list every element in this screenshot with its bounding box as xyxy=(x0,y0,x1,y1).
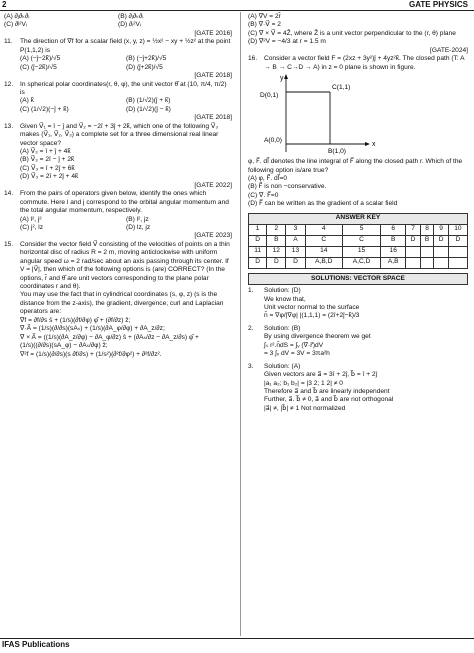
answer-key-table xyxy=(248,213,468,269)
header-rule xyxy=(0,10,474,11)
solution-line: Given vectors are a⃗ = 3î + 2ĵ, b⃗ = î + 2ĵ xyxy=(264,371,378,379)
option-c: (C) j², lz xyxy=(20,223,44,231)
answer-key-cell: D xyxy=(249,235,267,246)
solution-line: = 3 ∫ᵥ dV = 3V = 3πa²h xyxy=(264,350,330,358)
question-16 xyxy=(248,55,468,72)
question-number: 14. xyxy=(4,190,14,198)
q13-option-a: (A) V⃗₃ = î + ĵ + 4k̂ xyxy=(20,148,71,155)
y-axis-arrow xyxy=(284,74,288,79)
solution-number: 1. xyxy=(248,287,254,295)
answer-key-cell: 6 xyxy=(381,224,406,235)
q12-options xyxy=(4,97,232,105)
solution-line: By using divergence theorem we get xyxy=(264,333,371,341)
answer-key-cell: A,B,D xyxy=(305,257,342,268)
page-number: 2 xyxy=(2,0,7,9)
answer-key-cell: 10 xyxy=(448,224,467,235)
q10-options-row2 xyxy=(4,21,232,29)
answer-key-cell: C xyxy=(342,235,380,246)
answer-key-cell: 1 xyxy=(249,224,267,235)
solution-line: We know that, xyxy=(264,295,306,303)
q13-option-d: (D) V⃗₃ = 2î + 2ĵ + 4k̂ xyxy=(20,173,79,181)
q14-options xyxy=(4,216,232,224)
answer-key-cell: 15 xyxy=(342,246,380,257)
answer-key-cell: 3 xyxy=(286,224,305,235)
answer-key-cell: B xyxy=(267,235,286,246)
answer-key-row xyxy=(249,235,468,246)
solution-line: n̂ = ∇φ/|∇φ| |(1,1,1) = (2î+2ĵ−k̂)/3 xyxy=(264,312,360,320)
gradient-formula: ∇⃗f = ∂f/∂s ŝ + (1/s)(∂f/∂φ) φ̂ + (∂f/∂z) ẑ; xyxy=(20,316,131,324)
solution-number: 2. xyxy=(248,324,254,332)
answer-key-cell: 11 xyxy=(249,246,267,257)
option-a: (A) l², j² xyxy=(20,215,42,223)
answer-key-cell: B xyxy=(420,235,434,246)
solution-1 xyxy=(248,287,468,295)
question-number: 15. xyxy=(4,240,14,248)
option-d: (D) (ĵ+2k̂)/√5 xyxy=(126,63,163,71)
option-d: (D) ∂ᵢ²Vᵢ xyxy=(118,21,141,29)
option-a: (A) (−ĵ−2k̂)/√5 xyxy=(20,55,61,63)
x-axis-arrow xyxy=(365,142,370,146)
header-title: GATE PHYSICS xyxy=(409,0,468,9)
question-number: 12. xyxy=(4,80,14,88)
answer-key-cell: C xyxy=(305,235,342,246)
q15-option-c: (C) ∇⃗ × V⃗ = 4Ẑ, where Ẑ is a unit vector perpendicular to the (r, θ) plane xyxy=(248,29,456,37)
footer-rule xyxy=(0,638,474,639)
question-13 xyxy=(4,123,232,148)
option-c: (C) (1/√2)(−ĵ + k̂) xyxy=(20,105,69,113)
q10-options xyxy=(4,13,232,21)
answer-key-cell: 16 xyxy=(381,246,406,257)
question-12 xyxy=(4,81,232,98)
question-number: 11. xyxy=(4,38,13,46)
closed-path-figure xyxy=(248,72,468,158)
question-14 xyxy=(4,190,232,215)
answer-key-cell: 13 xyxy=(286,246,305,257)
q14-options-row2 xyxy=(4,224,232,232)
option-b: (B) (1/√2)(ĵ + k̂) xyxy=(126,97,171,105)
question-text: The direction of ∇⃗f for a scalar field (x, y, z) = ½x² − xy + ½z² at the point P(1,1,2) is xyxy=(20,38,231,54)
question-15 xyxy=(4,241,232,292)
curl-formula-cont: (1/s)((∂/∂s)(sA_φ) − ∂Aₛ/∂φ) ẑ; xyxy=(20,342,108,350)
option-c: (C) (ĵ−2k̂)/√5 xyxy=(20,63,57,71)
answer-key-cell xyxy=(406,246,420,257)
answer-key-cell: D xyxy=(286,257,305,268)
q13-exam-tag: [GATE 2018] xyxy=(194,114,232,122)
q15-option-d: (D) ∇⃗²V = −4/3 at r = 1.5 m xyxy=(248,38,326,46)
closed-path-diagram xyxy=(248,72,448,158)
q12-exam-tag: [GATE 2018] xyxy=(194,72,232,80)
laplacian-formula: ∇²f = (1/s)(∂/∂s)(s ∂f/∂s) + (1/s²)(∂²f/∂φ²) + ∂²f/∂z². xyxy=(20,350,162,358)
answer-key-cell: A xyxy=(286,235,305,246)
answer-key-cell: A,C,D xyxy=(342,257,380,268)
point-c-label: C(1,1) xyxy=(332,84,351,92)
option-b: (B) (−ĵ+2k̂)/√5 xyxy=(126,55,167,63)
solution-title: Solution: (D) xyxy=(264,287,301,295)
answer-key-cell xyxy=(434,246,448,257)
q15-hint-text: You may use the fact that in cylindrical coordinates (s, φ, z) (s is the distance from the z-axis), the gradient, divergence, curl and Laplacian operators are: xyxy=(20,291,224,316)
question-number: 13. xyxy=(4,122,14,130)
answer-key-cell: 12 xyxy=(267,246,286,257)
option-c: (C) ∂ʲ²Vᵢ xyxy=(4,21,27,29)
left-column xyxy=(4,13,232,359)
point-a-label: A(0,0) xyxy=(264,137,282,145)
solution-line: |a⃗| ≠, |b⃗| ≠ 1 Not normalized xyxy=(264,404,346,412)
q11-options xyxy=(4,55,232,63)
question-text: Consider the vector field V⃗ consisting of the velocities of points on a thin horizontal disc of radius R = 2 m, moving anticlockwise with uniform angular speed ω = 2 rad/sec about an axis passing through its center. If V = |V⃗|, then which of the following options is (are) CORRECT? (In the options, r̂ and θ̂ are unit vectors corresponding to the plane polar coordinates r and θ). xyxy=(20,240,230,290)
x-axis-label: x xyxy=(372,141,376,149)
solution-line: Further, a⃗. b⃗ ≠ 0, a⃗ and b⃗ are not orthogonal xyxy=(264,396,394,404)
solution-line: |a₁ a₂; b₁ b₂| = |3 2; 1 2| ≠ 0 xyxy=(264,379,343,387)
q15-option-b: (B) ∇⃗·V⃗ = 2 xyxy=(248,21,281,29)
answer-key-row xyxy=(249,246,468,257)
page-header xyxy=(0,0,474,10)
answer-key-cell: B xyxy=(381,235,406,246)
answer-key-cell xyxy=(434,257,448,268)
solution-3 xyxy=(248,363,468,371)
q11-exam-tag: [GATE 2016] xyxy=(194,29,232,37)
point-d-label: D(0,1) xyxy=(260,92,279,100)
option-b: (B) l², jz xyxy=(126,215,149,223)
answer-key-cell: 9 xyxy=(434,224,448,235)
option-d: (D) lz, jz xyxy=(126,223,151,231)
solution-title: Solution: (A) xyxy=(264,362,301,370)
y-axis-label: y xyxy=(280,75,284,83)
question-text: Consider a vector field F = (2xz + 3y²)ĵ + 4yz²k̂. The closed path (T: A → B → C→D → A) in z = 0 plane is shown in figure. xyxy=(264,55,465,71)
answer-key-cell xyxy=(448,246,467,257)
option-a: (A) ∂ⱼ∂ₖ∂ᵢ xyxy=(4,13,30,20)
answer-key-cell: 14 xyxy=(305,246,342,257)
right-column xyxy=(248,13,468,413)
answer-key-cell xyxy=(420,246,434,257)
q11-options-row2 xyxy=(4,64,232,72)
answer-key-cell: D xyxy=(249,257,267,268)
question-text: From the pairs of operators given below, identify the ones which commute. Here l and j correspond to the orbital angular momentum and the total angular momentum, respectively. xyxy=(20,190,229,215)
divergence-formula: ∇⃗·A⃗ = (1/s)(∂/∂s)(sAₛ) + (1/s)(∂A_φ/∂φ) + ∂A_z/∂z; xyxy=(20,325,165,333)
option-d: (D) (1/√2)(ĵ − k̂) xyxy=(126,105,171,113)
q13-option-b: (B) V⃗₃ = 2î − ĵ + 2k̂ xyxy=(20,156,75,164)
option-a: (A) k̂ xyxy=(20,97,34,105)
column-divider xyxy=(240,12,241,636)
answer-key-cell: 2 xyxy=(267,224,286,235)
answer-key-cell xyxy=(406,257,420,268)
answer-key-cell: D xyxy=(434,235,448,246)
answer-key-cell: D xyxy=(267,257,286,268)
footer-publisher: IFAS Publications xyxy=(2,639,70,649)
solution-2 xyxy=(248,325,468,333)
question-text: Given V⃗₁ = î − ĵ and V⃗₂ = −2î + 3ĵ + 2k̂, which one of the following V⃗₃ makes (V⃗₁, V⃗₂, V⃗₃) a complete set for a three dimensional real linear vector space? xyxy=(20,122,219,147)
q15-option-a: (A) ∇⃗V = 2r̂ xyxy=(248,13,281,20)
answer-key-cell: A,B xyxy=(381,257,406,268)
q14-exam-tag: [GATE 2022] xyxy=(194,181,232,189)
answer-key-cell xyxy=(448,257,467,268)
solution-title: Solution: (B) xyxy=(264,324,301,332)
curl-formula: ∇⃗ × A⃗ = ((1/s)(∂A_z/∂φ) − ∂A_φ/∂z) ŝ + (∂Aₛ/∂z − ∂A_z/∂s) φ̂ + xyxy=(20,333,199,341)
answer-key-body xyxy=(249,224,468,268)
q15-exam-tag: [GATE 2023] xyxy=(194,232,232,240)
option-b: (B) ∂ⱼ∂ₖ∂ᵢ xyxy=(118,13,144,20)
solution-line: Therefore a⃗ and b⃗ are linearly independent xyxy=(264,387,390,395)
answer-key-cell xyxy=(420,257,434,268)
q16-exam-tag: [GATE-2024] xyxy=(430,46,468,54)
answer-key-cell: 4 xyxy=(305,224,342,235)
q13-option-c: (C) V⃗₃ = î + 2ĵ + 6k̂ xyxy=(20,164,75,172)
q12-options-row2 xyxy=(4,106,232,114)
answer-key-cell: D xyxy=(448,235,467,246)
solution-line: ∫ₛ r².n̂dS = ∫ᵥ (∇⃗·r⃗)dV xyxy=(264,341,324,349)
answer-key-title: ANSWER KEY xyxy=(249,213,468,224)
answer-key-row xyxy=(249,224,468,235)
q16-option-d: (D) F⃗ can be written as the gradient of a scalar field xyxy=(248,200,398,208)
solution-number: 3. xyxy=(248,362,254,370)
solution-line: Unit vector normal to the surface xyxy=(264,304,360,311)
q16-option-c: (C) ∇⃗. F⃗=0 xyxy=(248,191,279,199)
answer-key-cell: 7 xyxy=(406,224,420,235)
answer-key-cell: 8 xyxy=(420,224,434,235)
solutions-heading: SOLUTIONS: VECTOR SPACE xyxy=(248,273,468,285)
answer-key-cell: 5 xyxy=(342,224,380,235)
q16-option-b: (B) F⃗ is non −conservative. xyxy=(248,183,327,191)
answer-key-cell: D xyxy=(406,235,420,246)
question-number: 16. xyxy=(248,55,258,63)
question-11 xyxy=(4,38,232,55)
q16-option-a: (A) φ, F⃗. dl⃗=0 xyxy=(248,174,288,182)
question-text: In spherical polar coordinates(r, θ, φ), the unit vector θ̂ at (10, π/4, π/2) is xyxy=(20,80,227,96)
q16-text-2: φ, F⃗. dl⃗ denotes the line integral of F⃗ along the closed path r. Which of the following option is/are true? xyxy=(248,158,463,174)
answer-key-row xyxy=(249,257,468,268)
point-b-label: B(1,0) xyxy=(328,148,346,156)
